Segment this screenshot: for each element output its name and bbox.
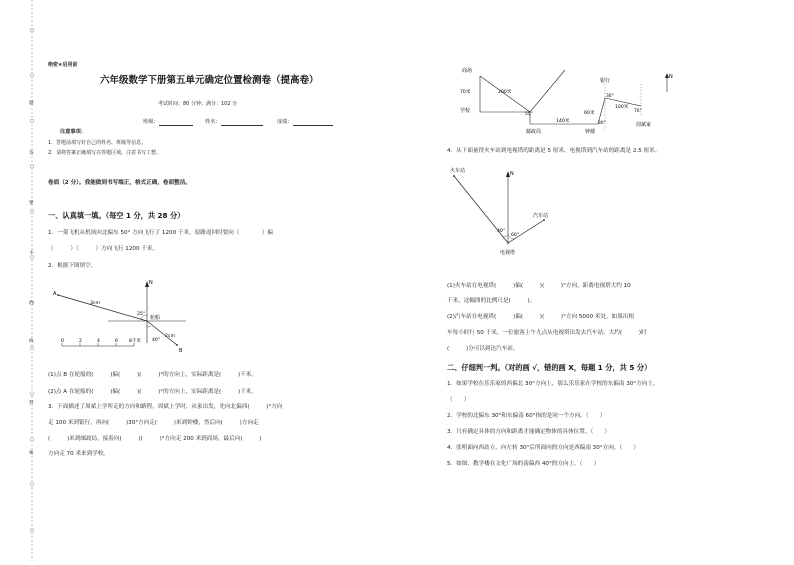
secret-label: 绝密★启用前 (48, 62, 78, 68)
label-school: 学校 (460, 108, 471, 114)
point-a (57, 294, 59, 296)
q4-fill4: 车每小时行 50 千米，一位旅客上午九点从电视塔出发去汽车站，大约( )时 (447, 330, 647, 336)
notes-title: 注意事项： (60, 129, 86, 135)
q2-fill2: (2)点 A 在轮船的( )偏( )( )°的方向上，实际距离是( )千米。 (48, 389, 257, 395)
q3-line4: 方向走 70 米来到学校。 (48, 451, 110, 457)
angle-70: 70° (634, 109, 642, 114)
binding-hole (30, 210, 34, 214)
q1-line1: 1．一架飞机从机场向北偏东 50° 方向飞行了 1200 千米，原路返回时要向（ ）偏 (48, 230, 274, 236)
binding-hole (30, 119, 34, 123)
judge-item-2: 2．学校的北偏东 30°和东偏南 60°指的是同一个方向。（ ） (447, 413, 606, 419)
dist-140: 140米 (556, 119, 570, 124)
binding-char-1: 题 (29, 101, 34, 106)
binding-char-2: 答 (29, 151, 34, 156)
q4-fill3: (2)汽车站在电视塔( )偏( )( )°方向 5000 米处。如果出租 (447, 314, 635, 320)
judge-item-5: 5．如图，教学楼在文化广场的南偏西 40°的方向上。（ ） (447, 461, 600, 467)
angle-arc-b (147, 326, 151, 327)
class-label: 班级： (143, 119, 159, 125)
q1-line2: （ ）（ ）方向飞行 1200 千米。 (48, 246, 159, 252)
section1-heading: 一、认真填一填。（每空 1 分，共 28 分） (48, 211, 185, 220)
judge-item-1-blank[interactable]: （ ） (447, 397, 470, 403)
label-north: N (510, 171, 514, 177)
binding-char-4: 不 (29, 251, 34, 256)
binding-hole (30, 346, 34, 350)
scale-label-8: 8千米 (129, 339, 141, 344)
neatness-note: 卷面（2 分）。我能做到书写端正，格式正确，卷面整洁。 (48, 180, 191, 186)
dist-100: 100米 (615, 105, 629, 110)
q2-prompt: 2．根据下图填空。 (48, 263, 97, 269)
q4-text: 4．从下面量得火车站到电视塔的距离是 5 厘米，电视塔到汽车站的距离是 2.5 厘米。 (447, 148, 661, 154)
score-label: 成绩： (277, 119, 293, 125)
dist-200: 200米 (498, 90, 512, 95)
class-blank[interactable] (159, 119, 193, 126)
q4-fill1: (1)火车站在电视塔( )偏( )( )°方向，距离电视塔大约 10 (447, 283, 631, 289)
label-north: N (149, 280, 153, 286)
angle-30-clock: 30° (598, 121, 606, 126)
route-school-mall-post (480, 70, 565, 112)
binding-char-3: 要 (29, 201, 34, 206)
scale-label-0: 0 (61, 339, 64, 344)
q3-line3: ( )米到邮政局，接着向( )( )°方向走 200 米到商场，最后向( ) (48, 436, 262, 442)
class-field[interactable] (143, 119, 193, 126)
line-bus (508, 220, 544, 243)
binding-hole (30, 28, 34, 32)
binding-hole (30, 528, 34, 532)
section2-heading: 二、仔细判一判。（对的画 √，错的画 X，每题 1 分，共 5 分） (447, 363, 652, 372)
point-train (453, 175, 455, 177)
q4-fill2: 千米，这幅图的比例尺是( )。 (447, 298, 536, 304)
name-label: 姓名： (205, 119, 221, 125)
judge-item-3: 3．只有确定具体的方向和距离才能确定物体的具体位置。（ ） (447, 429, 610, 435)
scale-label-6: 6 (115, 339, 118, 344)
ship-diagram (48, 275, 198, 360)
point-b (176, 344, 178, 346)
score-field[interactable] (277, 119, 333, 126)
label-a: A (53, 291, 57, 297)
label-b: B (179, 348, 183, 354)
judge-item-1: 1．如果学校在乐乐家的西偏北 30°方向上，那么乐乐家在学校的东偏南 30°方向上。 (447, 381, 659, 387)
angle-30-bank: 30° (606, 94, 614, 99)
binding-hole (30, 392, 34, 396)
route-diagram (440, 60, 690, 140)
label-home: 周斌家 (636, 122, 652, 128)
binding-char-7: 封 (29, 401, 34, 406)
exam-info: 考试时间：80 分钟；满分：102 分 (158, 101, 238, 107)
q4-fill5: ( )分可以到达汽车站。 (447, 346, 519, 352)
binding-hole (30, 74, 34, 78)
tower-diagram (447, 163, 567, 263)
score-blank[interactable] (293, 119, 333, 126)
q3-line2: 走 100 米到银行，再向( )30°方向走( )米到钟楼，然后向( )方向走 (48, 420, 259, 426)
label-bank: 银行 (600, 78, 611, 84)
label-ship: 轮船 (150, 315, 161, 321)
name-field[interactable] (205, 119, 263, 126)
note-1: 1．答题前填写好自己的姓名、班级等信息。 (48, 140, 147, 146)
label-angle-b: 40° (152, 338, 161, 343)
name-blank[interactable] (221, 119, 263, 126)
binding-margin (0, 0, 48, 561)
scale-label-4: 4 (97, 339, 100, 344)
note-2: 2．请将答案正确填写在答题区域，注意书写工整。 (48, 150, 162, 156)
binding-char-5: 内 (29, 301, 34, 306)
dist-70: 70米 (460, 90, 471, 95)
binding-hole (30, 165, 34, 169)
binding-line (0, 0, 48, 561)
label-angle-60: 60° (511, 233, 520, 238)
label-dist-a: 3cm (90, 301, 100, 306)
q2-fill1: (1)点 B 在轮船的( )偏( )( )°的方向上，实际距离是( )千米。 (48, 372, 257, 378)
label-angle-40: 40° (497, 229, 506, 234)
binding-hole (30, 255, 34, 259)
label-north: N (669, 74, 673, 80)
angle-arc-1 (503, 235, 508, 237)
q3-line1: 3．下面描述了周斌上学所走的方向和路程。周斌上学时，从家出发，先向北偏西( )°方向 (48, 404, 283, 410)
label-tower: 电视塔 (500, 250, 516, 256)
judge-item-4: 4．张明面向西站立，向左转 30°后所面向的方向是西偏南 30°方向。（ ） (447, 445, 639, 451)
dist-60: 60米 (584, 111, 595, 116)
label-post: 邮政局 (526, 129, 542, 135)
label-train: 火车站 (450, 168, 466, 174)
line-a (58, 295, 147, 321)
binding-hole (30, 437, 34, 441)
binding-char-8: 密 (29, 451, 34, 456)
scale-label-2: 2 (79, 339, 82, 344)
page-title: 六年级数学下册第五单元确定位置检测卷（提高卷） (100, 75, 319, 86)
label-angle-a: 25° (137, 312, 146, 317)
binding-char-6: 线 (29, 339, 34, 344)
angle-55: 55° (525, 112, 533, 117)
point-bus (543, 219, 545, 221)
binding-hole (30, 483, 34, 487)
label-dist-b: 2cm (165, 334, 175, 339)
label-bus: 汽车站 (533, 213, 549, 219)
label-mall: 商场 (462, 68, 473, 74)
label-clock: 钟楼 (585, 129, 596, 135)
